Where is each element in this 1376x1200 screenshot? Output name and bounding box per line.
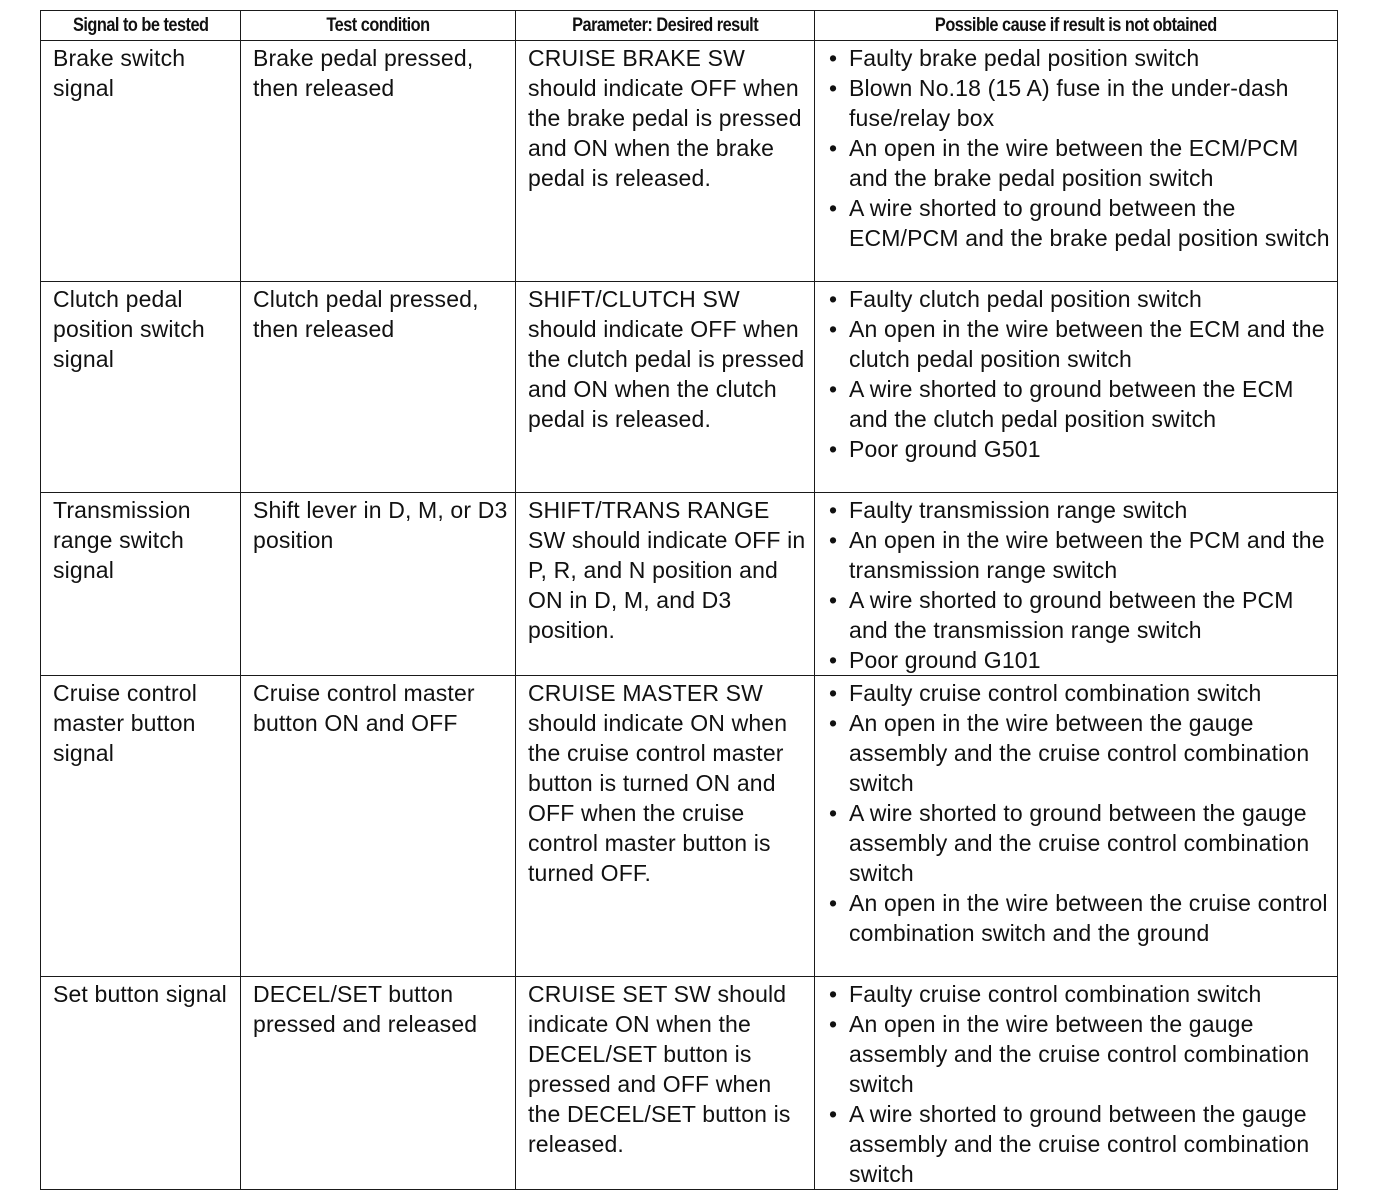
table-row xyxy=(41,493,1338,676)
table-row xyxy=(41,282,1338,493)
result-cell: CRUISE MASTER SW should indicate ON when the cruise control master button is turned ON and OFF when the cruise control master button is turned OFF. xyxy=(516,676,815,977)
header-possible-cause: Possible cause if result is not obtained xyxy=(815,11,1338,41)
cause-item: • An open in the wire between the cruise control combination switch and the ground xyxy=(827,888,1333,948)
cause-list xyxy=(827,43,1333,253)
cause-list xyxy=(827,678,1333,948)
condition-cell: Brake pedal pressed, then released xyxy=(241,41,516,282)
cause-item: • Faulty brake pedal position switch xyxy=(827,43,1333,73)
cause-item: • Poor ground G101 xyxy=(827,645,1333,675)
signal-cell: Clutch pedal position switch signal xyxy=(41,282,241,493)
result-cell: SHIFT/TRANS RANGE SW should indicate OFF in P, R, and N position and ON in D, M, and D3 position. xyxy=(516,493,815,676)
condition-cell: Clutch pedal pressed, then released xyxy=(241,282,516,493)
header-desired-result: Parameter: Desired result xyxy=(516,11,815,41)
cause-list xyxy=(827,284,1333,464)
cause-item: • An open in the wire between the ECM and the clutch pedal position switch xyxy=(827,314,1333,374)
cause-item: • A wire shorted to ground between the ECM and the clutch pedal position switch xyxy=(827,374,1333,434)
cause-item: • An open in the wire between the PCM and the transmission range switch xyxy=(827,525,1333,585)
cause-item: • A wire shorted to ground between the PCM and the transmission range switch xyxy=(827,585,1333,645)
signal-cell: Cruise control master button signal xyxy=(41,676,241,977)
cause-cell xyxy=(815,41,1338,282)
cause-item: • A wire shorted to ground between the ECM/PCM and the brake pedal position switch xyxy=(827,193,1333,253)
cause-item: • Blown No.18 (15 A) fuse in the under-dash fuse/relay box xyxy=(827,73,1333,133)
signal-cell: Set button signal xyxy=(41,977,241,1190)
result-cell: SHIFT/CLUTCH SW should indicate OFF when the clutch pedal is pressed and ON when the clutch pedal is released. xyxy=(516,282,815,493)
condition-cell: Shift lever in D, M, or D3 position xyxy=(241,493,516,676)
header-signal: Signal to be tested xyxy=(41,11,241,41)
cause-item: • An open in the wire between the gauge assembly and the cruise control combination switch xyxy=(827,708,1333,798)
cause-item: • Faulty clutch pedal position switch xyxy=(827,284,1333,314)
cause-cell xyxy=(815,493,1338,676)
cause-item: • Faulty transmission range switch xyxy=(827,495,1333,525)
cause-item: • An open in the wire between the ECM/PCM and the brake pedal position switch xyxy=(827,133,1333,193)
diagnostic-table xyxy=(40,10,1338,1190)
condition-cell: Cruise control master button ON and OFF xyxy=(241,676,516,977)
cause-item: • A wire shorted to ground between the gauge assembly and the cruise control combination switch xyxy=(827,1099,1333,1189)
signal-cell: Brake switch signal xyxy=(41,41,241,282)
cause-item: • Poor ground G501 xyxy=(827,434,1333,464)
cause-item: • A wire shorted to ground between the gauge assembly and the cruise control combination switch xyxy=(827,798,1333,888)
condition-cell: DECEL/SET button pressed and released xyxy=(241,977,516,1190)
cause-cell xyxy=(815,282,1338,493)
signal-cell: Transmission range switch signal xyxy=(41,493,241,676)
cause-list xyxy=(827,495,1333,675)
header-row xyxy=(41,11,1338,41)
table-row xyxy=(41,41,1338,282)
cause-item: • An open in the wire between the gauge assembly and the cruise control combination switch xyxy=(827,1009,1333,1099)
cause-item: • Faulty cruise control combination switch xyxy=(827,979,1333,1009)
cause-cell xyxy=(815,977,1338,1190)
cause-cell xyxy=(815,676,1338,977)
cause-list xyxy=(827,979,1333,1189)
table-row xyxy=(41,977,1338,1190)
table-row xyxy=(41,676,1338,977)
cause-item: • Faulty cruise control combination switch xyxy=(827,678,1333,708)
header-test-condition: Test condition xyxy=(241,11,516,41)
result-cell: CRUISE SET SW should indicate ON when the DECEL/SET button is pressed and OFF when the DECEL/SET button is released. xyxy=(516,977,815,1190)
result-cell: CRUISE BRAKE SW should indicate OFF when the brake pedal is pressed and ON when the brake pedal is released. xyxy=(516,41,815,282)
